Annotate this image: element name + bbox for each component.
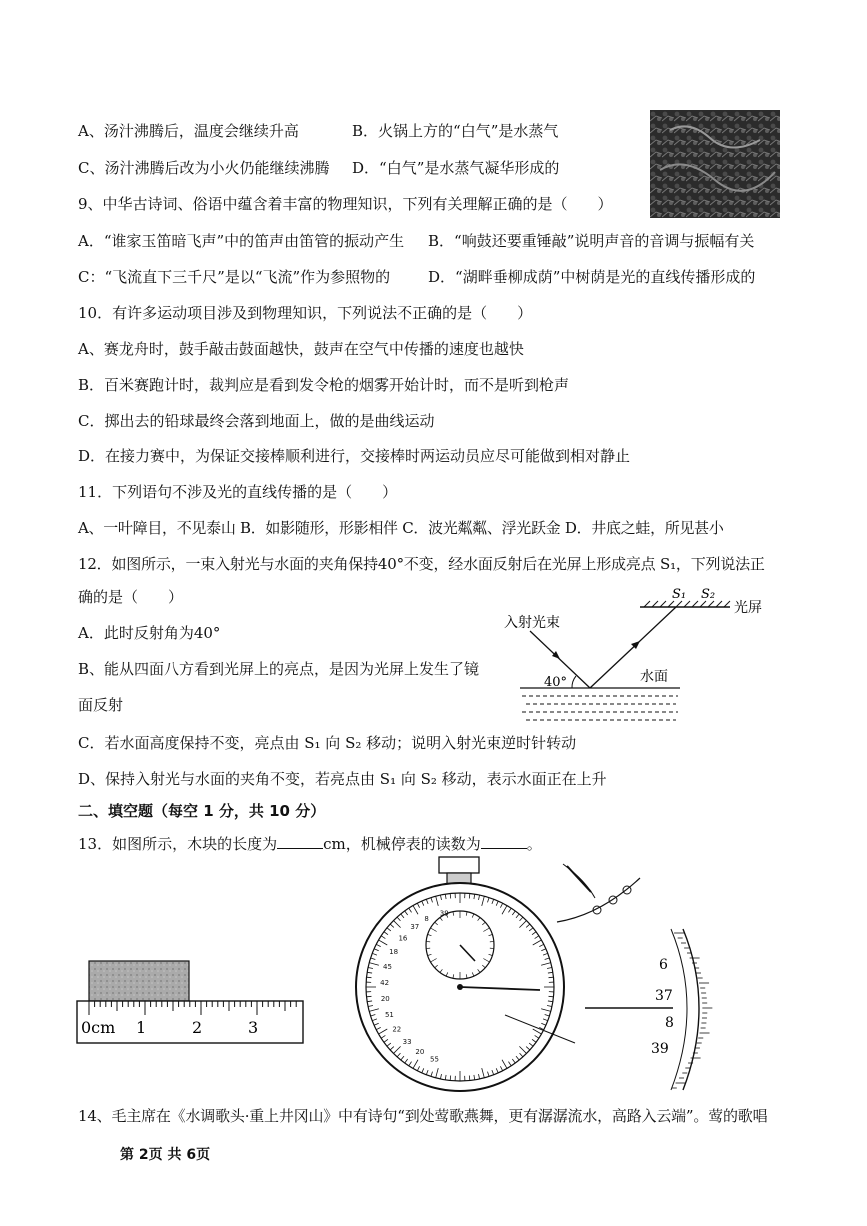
mag-num-6: 6	[659, 957, 668, 973]
water-body	[522, 696, 678, 720]
incident-label: 入射光束	[504, 615, 560, 631]
section-title: 二、填空题（每空 1 分，共 10 分）	[78, 802, 326, 820]
q10-stem: 10．有许多运动项目涉及到物理知识，下列说法不正确的是（ ）	[78, 304, 533, 322]
mag-num-37: 37	[655, 988, 673, 1004]
stopwatch-number: 16	[398, 934, 408, 943]
stopwatch-number: 39	[439, 909, 449, 918]
q12-stem-line2: 确的是（ ）	[78, 588, 184, 606]
q8-option-a: A、汤汁沸腾后，温度会继续升高	[78, 122, 299, 140]
reflection-diagram	[500, 585, 780, 725]
stopwatch-tick	[469, 894, 470, 899]
screen-label: 光屏	[734, 600, 762, 616]
stopwatch-number: 8	[424, 914, 429, 923]
q14-stem: 14、毛主席在《水调歌头·重上井冈山》中有诗句“到处莺歌燕舞，更有潺潺流水，高路入云端”。莺的歌唱	[78, 1107, 768, 1125]
q11-stem: 11．下列语句不涉及光的直线传播的是（ ）	[78, 483, 398, 501]
stopwatch-tick	[450, 894, 451, 899]
stopwatch-tick	[367, 977, 372, 978]
stopwatch-number: 18	[389, 947, 399, 956]
q10-option-d: D．在接力赛中，为保证交接棒顺利进行，交接棒时两运动员应尽可能做到相对静止	[78, 447, 631, 465]
q12-stem-line1: 12．如图所示，一束入射光与水面的夹角保持40°不变，经水面反射后在光屏上形成亮点 S₁，下列说法正	[78, 555, 765, 573]
q12-option-c: C．若水面高度保持不变，亮点由 S₁ 向 S₂ 移动；说明入射光束逆时针转动	[78, 734, 577, 752]
angle-label: 40°	[544, 675, 568, 690]
q13-blank-stopwatch	[481, 834, 527, 849]
q13-stem-part2: cm，机械停表的读数为	[323, 835, 481, 853]
stopwatch-tick	[549, 996, 554, 997]
stopwatch-number: 55	[430, 1055, 439, 1064]
q10-option-b: B．百米赛跑计时，裁判应是看到发令枪的烟雾开始计时，而不是听到枪声	[78, 376, 570, 394]
stopwatch-pivot	[457, 984, 463, 990]
q9-option-b: B．“响鼓还要重锤敲”说明声音的音调与振幅有关	[428, 232, 755, 250]
mag-num-39: 39	[651, 1041, 669, 1057]
q10-option-a: A、赛龙舟时，鼓手敲击鼓面越快，鼓声在空气中传播的速度也越快	[78, 340, 524, 358]
stopwatch-number: 20	[415, 1048, 425, 1057]
q9-stem: 9、中华古诗词、俗语中蕴含着丰富的物理知识，下列有关理解正确的是（ ）	[78, 195, 613, 213]
stopwatch-tick	[549, 977, 554, 978]
stopwatch-number: 37	[410, 923, 420, 932]
q13-stem-part3: 。	[526, 835, 542, 853]
ruler-zero-label: 0cm	[81, 1018, 116, 1037]
page-footer: 第 2页 共 6页	[120, 1147, 211, 1163]
ruler-figure	[75, 955, 310, 1045]
s2-label: S₂	[701, 587, 716, 602]
stopwatch-number: 20	[380, 995, 390, 1004]
q13-stem	[78, 834, 542, 854]
stopwatch-number: 22	[392, 1025, 402, 1034]
stopwatch-number: 45	[383, 962, 392, 971]
magnified-subdial	[555, 860, 645, 930]
s1-label: S₁	[672, 587, 687, 602]
q12-option-d: D、保持入射光与水面的夹角不变，若亮点由 S₁ 向 S₂ 移动，表示水面正在上升	[78, 770, 607, 788]
stopwatch-crown	[439, 857, 479, 873]
q8-option-d: D．“白气”是水蒸气凝华形成的	[352, 159, 560, 177]
q9-option-d: D．“湖畔垂柳成荫”中树荫是光的直线传播形成的	[428, 268, 756, 286]
stopwatch-figure	[355, 855, 570, 1085]
q8-option-c: C、汤汁沸腾后改为小火仍能继续沸腾	[78, 159, 330, 177]
stopwatch-tick	[450, 1076, 451, 1081]
stopwatch-number: 42	[380, 978, 390, 987]
q9-option-a: A．“谁家玉笛暗飞声”中的笛声由笛管的振动产生	[78, 232, 405, 250]
angle-arc	[572, 676, 576, 688]
q11-options: A、一叶障目，不见泰山 B．如影随形，形影相伴 C．波光粼粼、浮光跃金 D．井底之蛙，所见甚小	[78, 519, 724, 537]
stopwatch-number: 33	[402, 1038, 412, 1047]
water-label: 水面	[640, 669, 668, 685]
stopwatch-number: 51	[384, 1010, 394, 1019]
ruler-tick-1: 1	[136, 1018, 147, 1037]
ruler-tick-2: 2	[192, 1018, 203, 1037]
stopwatch-tick	[469, 1076, 470, 1081]
ruler-tick-3: 3	[248, 1018, 259, 1037]
hotpot-photo	[650, 110, 780, 218]
magnified-seconds-scale	[585, 925, 725, 1095]
q9-option-c: C：“飞流直下三千尺”是以“飞流”作为参照物的	[78, 268, 391, 286]
wooden-block	[89, 961, 189, 1001]
q12-option-a: A．此时反射角为40°	[78, 624, 221, 642]
stopwatch-tick	[367, 996, 372, 997]
q8-option-b: B．火锅上方的“白气”是水蒸气	[352, 122, 559, 140]
q12-option-b-line1: B、能从四面八方看到光屏上的亮点，是因为光屏上发生了镜	[78, 660, 480, 678]
q13-stem-part1: 13．如图所示，木块的长度为	[78, 835, 278, 853]
mag-num-8: 8	[665, 1015, 674, 1031]
q13-blank-length	[277, 834, 323, 849]
q10-option-c: C．掷出去的铅球最终会落到地面上，做的是曲线运动	[78, 412, 435, 430]
q12-option-b-line2: 面反射	[78, 696, 124, 714]
